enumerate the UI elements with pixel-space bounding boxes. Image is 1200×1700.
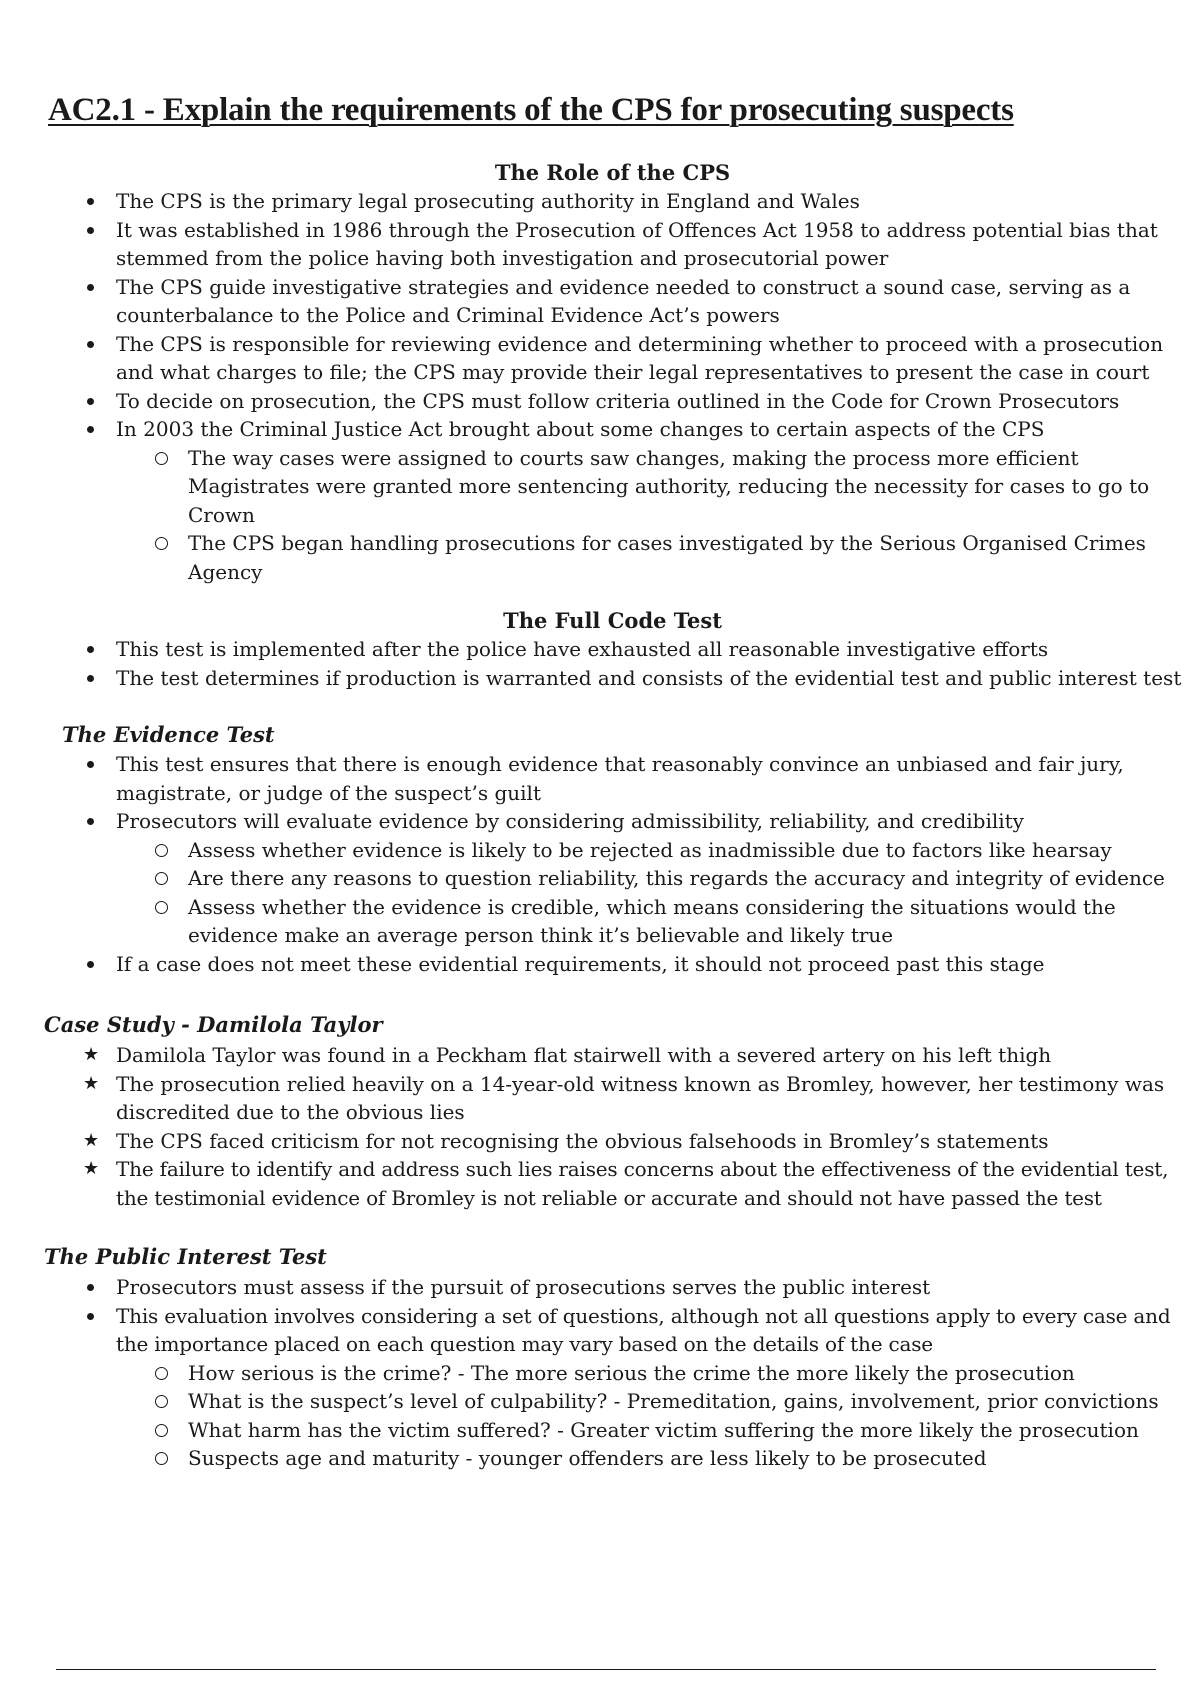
list-item: To decide on prosecution, the CPS must follow criteria outlined in the Code for Crown Prosecutors <box>116 387 1186 416</box>
evidence-test-heading: The Evidence Test <box>62 722 275 747</box>
sub-list-item: The CPS began handling prosecutions for cases investigated by the Serious Organised Crimes Agency <box>188 529 1186 586</box>
full-code-test-heading: The Full Code Test <box>503 608 722 633</box>
list-item: The CPS is the primary legal prosecuting authority in England and Wales <box>116 187 1186 216</box>
sub-list-item: Assess whether the evidence is credible, which means considering the situations would the evidence make an average person think it’s believable and likely true <box>188 893 1186 950</box>
list-item: The test determines if production is warranted and consists of the evidential test and public interest test <box>116 664 1186 693</box>
sub-list-item: How serious is the crime? - The more serious the crime the more likely the prosecution <box>188 1359 1186 1388</box>
list-item: This test ensures that there is enough evidence that reasonably convince an unbiased and fair jury, magistrate, or judge of the suspect’s guilt <box>116 750 1186 807</box>
list-item: ★ The failure to identify and address such lies raises concerns about the effectiveness of the evidential test, the testimonial evidence of Bromley is not reliable or accurate and should not have passed the test <box>116 1155 1186 1212</box>
list-item: ★ The prosecution relied heavily on a 14-year-old witness known as Bromley, however, her testimony was discredited due to the obvious lies <box>116 1070 1186 1127</box>
list-item: The CPS guide investigative strategies and evidence needed to construct a sound case, serving as a counterbalance to the Police and Criminal Evidence Act’s powers <box>116 273 1186 330</box>
list-item <box>116 415 1186 586</box>
public-interest-test-list <box>116 1273 1186 1473</box>
role-of-cps-heading: The Role of the CPS <box>494 160 731 185</box>
sub-list-item: Suspects age and maturity - younger offenders are less likely to be prosecuted <box>188 1444 1186 1473</box>
case-study-heading: Case Study - Damilola Taylor <box>44 1012 383 1037</box>
list-item: It was established in 1986 through the Prosecution of Offences Act 1958 to address potential bias that stemmed from the police having both investigation and prosecutorial power <box>116 216 1186 273</box>
case-study-list <box>116 1041 1186 1212</box>
sub-list-item: Assess whether evidence is likely to be rejected as inadmissible due to factors like hearsay <box>188 836 1186 865</box>
list-item: If a case does not meet these evidential requirements, it should not proceed past this stage <box>116 950 1186 979</box>
role-of-cps-list <box>116 187 1186 586</box>
criminal-justice-act-sublist <box>116 444 1186 587</box>
list-item: The CPS is responsible for reviewing evidence and determining whether to proceed with a prosecution and what charges to file; the CPS may provide their legal representatives to present the case in court <box>116 330 1186 387</box>
sub-list-item: What is the suspect’s level of culpability? - Premeditation, gains, involvement, prior convictions <box>188 1387 1186 1416</box>
list-item: ★ The CPS faced criticism for not recognising the obvious falsehoods in Bromley’s statements <box>116 1127 1186 1156</box>
sub-list-item: The way cases were assigned to courts saw changes, making the process more efficient <box>188 444 1186 473</box>
list-item <box>116 807 1186 950</box>
evidence-criteria-sublist <box>116 836 1186 950</box>
list-item-text: In 2003 the Criminal Justice Act brought about some changes to certain aspects of the CPS <box>116 417 1045 441</box>
page-title: AC2.1 - Explain the requirements of the CPS for prosecuting suspects <box>48 92 1014 128</box>
list-item: This test is implemented after the police have exhausted all reasonable investigative efforts <box>116 635 1186 664</box>
sub-list-item: What harm has the victim suffered? - Greater victim suffering the more likely the prosecution <box>188 1416 1186 1445</box>
public-interest-test-heading: The Public Interest Test <box>44 1244 327 1269</box>
list-item-text: Prosecutors will evaluate evidence by considering admissibility, reliability, and credibility <box>116 809 1024 833</box>
sub-list-item: Are there any reasons to question reliability, this regards the accuracy and integrity of evidence <box>188 864 1186 893</box>
footer-divider <box>56 1669 1156 1670</box>
list-item-text: This evaluation involves considering a set of questions, although not all questions apply to every case and the importance placed on each question may vary based on the details of the case <box>116 1303 1171 1356</box>
sub-list-item: Magistrates were granted more sentencing authority, reducing the necessity for cases to go to Crown <box>188 474 1150 527</box>
list-item: ★ Damilola Taylor was found in a Peckham flat stairwell with a severed artery on his left thigh <box>116 1041 1186 1070</box>
full-code-test-list <box>116 635 1186 692</box>
evidence-test-list <box>116 750 1186 978</box>
list-item: Prosecutors must assess if the pursuit of prosecutions serves the public interest <box>116 1273 1186 1302</box>
public-interest-questions-sublist <box>116 1359 1186 1473</box>
list-item <box>116 1302 1186 1473</box>
